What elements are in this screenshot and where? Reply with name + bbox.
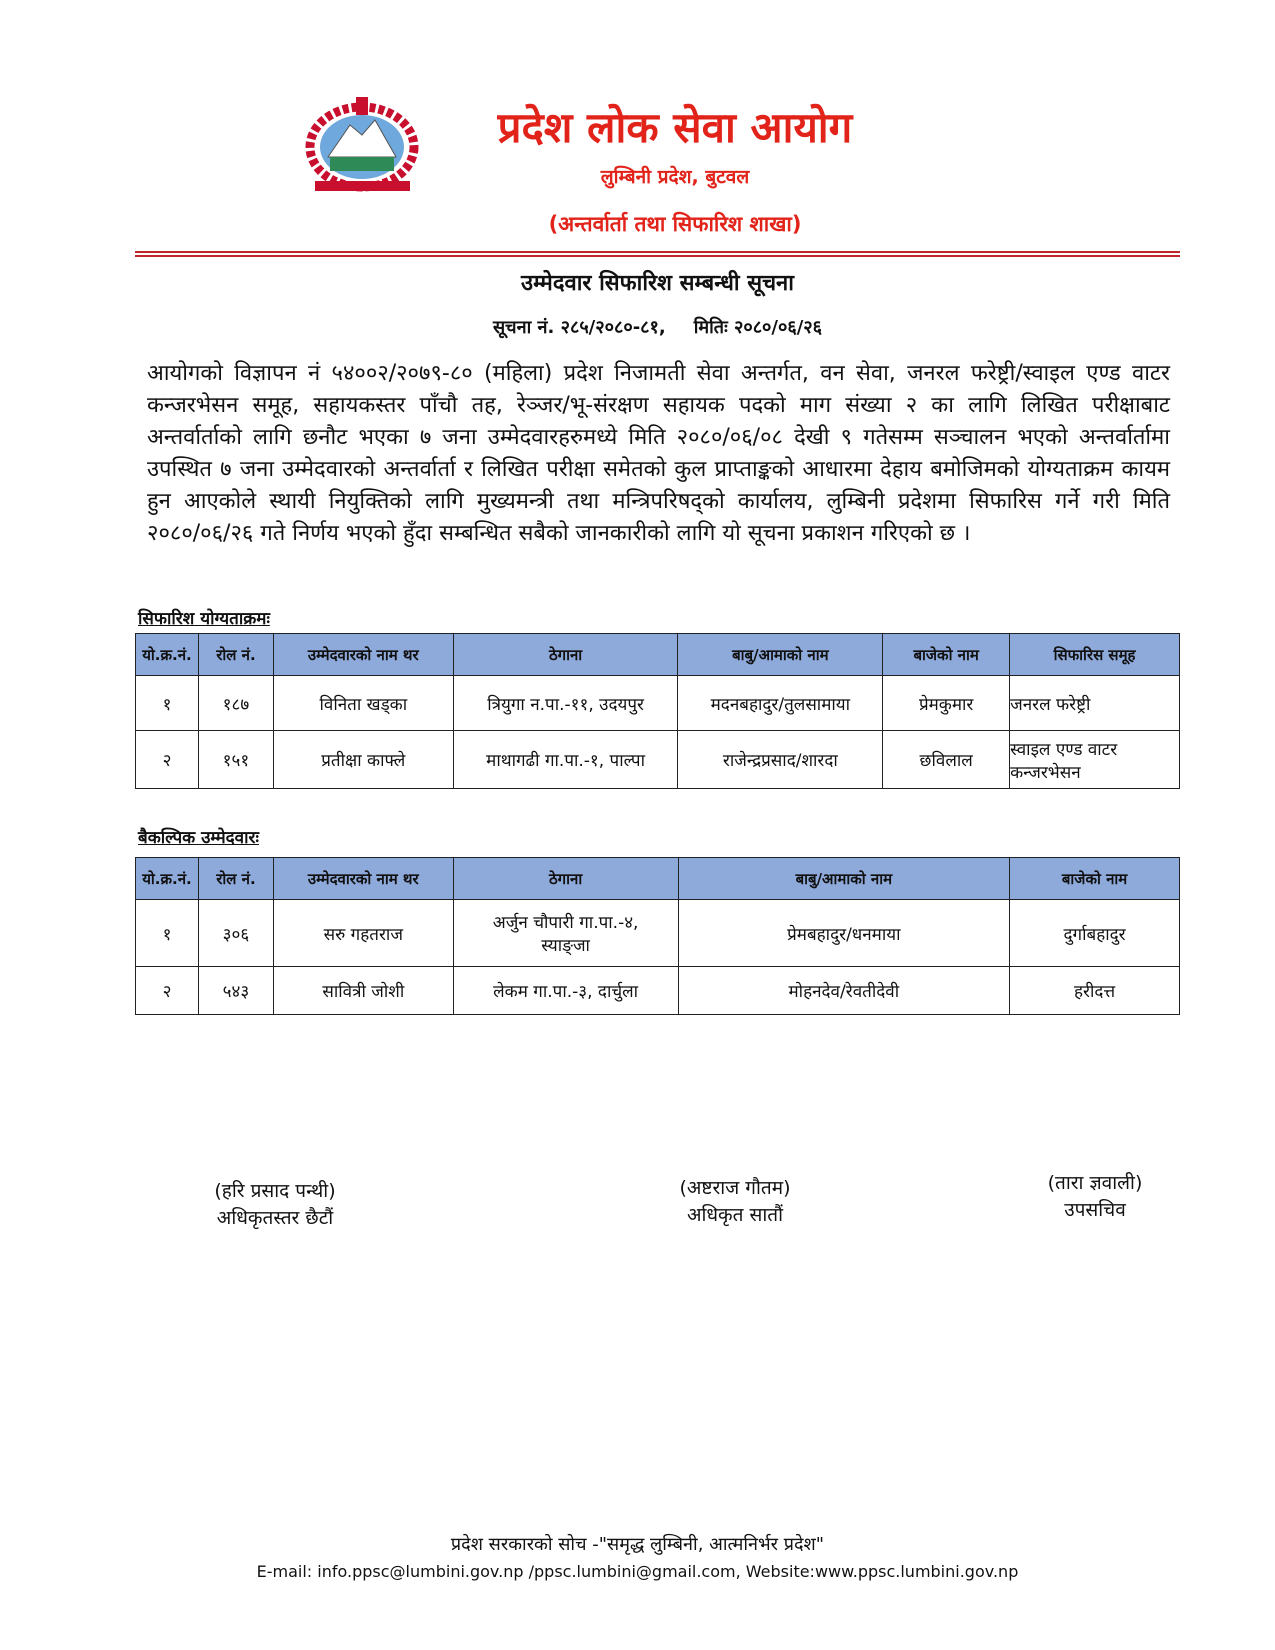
recommended-section-title: सिफारिश योग्यताक्रमः [138,609,270,629]
notice-meta [135,315,1180,339]
col-parents: बाबु/आमाको नाम [678,858,1010,900]
cell: १ [136,676,199,731]
cell: अर्जुन चौपारी गा.पा.-४, स्याङ्जा [453,900,678,967]
table-header-row [136,634,1180,676]
cell: ३०६ [198,900,273,967]
recommended-table [135,633,1180,789]
col-name: उम्मेदवारको नाम थर [273,858,453,900]
notice-number: सूचना नं. २८५/२०८०-८१, [492,317,666,338]
branch-name: (अन्तर्वार्ता तथा सिफारिश शाखा) [548,212,802,236]
notice-heading: उम्मेदवार सिफारिश सम्बन्धी सूचना [521,271,794,296]
table-row [136,731,1180,789]
cell: विनिता खड्का [273,676,453,731]
cell: छविलाल [883,731,1010,789]
signature-block [180,1178,370,1232]
header-divider [135,251,1180,257]
table-row [136,676,1180,731]
col-roll: रोल नं. [198,634,273,676]
signatory-name: (अष्टराज गौतम) [679,1177,791,1199]
notice-date: मितिः २०८०/०६/२६ [693,317,822,338]
col-grandfather: बाजेको नाम [883,634,1010,676]
cell: २ [136,967,199,1015]
cell: त्रियुगा न.पा.-११, उदयपुर [453,676,678,731]
col-name: उम्मेदवारको नाम थर [273,634,453,676]
alternate-table [135,857,1180,1015]
org-subtitle: लुम्बिनी प्रदेश, बुटवल [600,166,750,188]
cell: मदनबहादुर/तुलसामाया [678,676,883,731]
cell: १८७ [198,676,273,731]
signature-block [1000,1170,1190,1224]
cell: राजेन्द्रप्रसाद/शारदा [678,731,883,789]
cell: हरीदत्त [1010,967,1180,1015]
notice-body: आयोगको विज्ञापन नं ५४००२/२०७९-८० (महिला) प्रदेश निजामती सेवा अन्तर्गत, वन सेवा, जनरल फरेष्ट्री/स्वाइल एण्ड वाटर कन्जरभेसन समूह, सहायकस्तर पाँचौ तह, रेञ्जर/भू-संरक्षण सहायक पदको माग संख्या २ का लागि लिखित परीक्षाबाट अन्तर्वार्ताको लागि छनौट भएका ७ जना उम्मेदवारहरुमध्ये मिति २०८०/०६/०८ देखी ९ गतेसम्म सञ्चालन भएको अन्तर्वार्तामा उपस्थित ७ जना उम्मेदवारको अन्तर्वार्ता र लिखित परीक्षा समेतको कुल प्राप्ताङ्कको आधारमा देहाय बमोजिमको योग्यताक्रम कायम हुन आएकोले स्थायी नियुक्तिको लागि मुख्यमन्त्री तथा मन्त्रिपरिषद्को कार्यालय, लुम्बिनी प्रदेशमा सिफारिस गर्ने गरी मिति २०८०/०६/२६ गते निर्णय भएको हुँदा सम्बन्धित सबैको जानकारीको लागि यो सूचना प्रकाशन गरिएको छ । [147,361,1170,546]
table-row [136,967,1180,1015]
cell: १५१ [198,731,273,789]
col-grandfather: बाजेको नाम [1010,858,1180,900]
cell: प्रेमकुमार [883,676,1010,731]
signatory-title: अधिकृत सातौं [686,1204,784,1226]
cell: प्रतीक्षा काफ्ले [273,731,453,789]
cell: २ [136,731,199,789]
signatory-name: (हरि प्रसाद पन्थी) [214,1180,336,1202]
signature-block [640,1175,830,1229]
footer-slogan: प्रदेश सरकारको सोच -"समृद्ध लुम्बिनी, आत्मनिर्भर प्रदेश" [450,1534,825,1555]
table-header-row [136,858,1180,900]
signatory-title: अधिकृतस्तर छैटौं [216,1207,334,1229]
col-address: ठेगाना [453,858,678,900]
cell: दुर्गाबहादुर [1010,900,1180,967]
footer-contact: E-mail: info.ppsc@lumbini.gov.np /ppsc.lumbini@gmail.com, Website:www.ppsc.lumbini.gov.np [256,1562,1019,1581]
cell: मोहनदेव/रेवतीदेवी [678,967,1010,1015]
col-serial: यो.क्र.नं. [136,634,199,676]
cell: १ [136,900,199,967]
signatory-title: उपसचिव [1064,1199,1126,1221]
org-title: प्रदेश लोक सेवा आयोग [497,103,853,152]
cell: जनरल फरेष्ट्री [1010,676,1180,731]
alternate-section-title: बैकल्पिक उम्मेदवारः [138,828,259,848]
cell: माथागढी गा.पा.-१, पाल्पा [453,731,678,789]
col-group: सिफारिस समूह [1010,634,1180,676]
col-serial: यो.क्र.नं. [136,858,199,900]
col-roll: रोल नं. [198,858,273,900]
cell: ५४३ [198,967,273,1015]
cell: स्वाइल एण्ड वाटर कन्जरभेसन [1010,731,1180,789]
table-row [136,900,1180,967]
cell: लेकम गा.पा.-३, दार्चुला [453,967,678,1015]
signatory-name: (तारा ज्ञवाली) [1047,1172,1143,1194]
cell: सावित्री जोशी [273,967,453,1015]
cell: प्रेमबहादुर/धनमाया [678,900,1010,967]
cell: सरु गहतराज [273,900,453,967]
col-address: ठेगाना [453,634,678,676]
col-parents: बाबु/आमाको नाम [678,634,883,676]
